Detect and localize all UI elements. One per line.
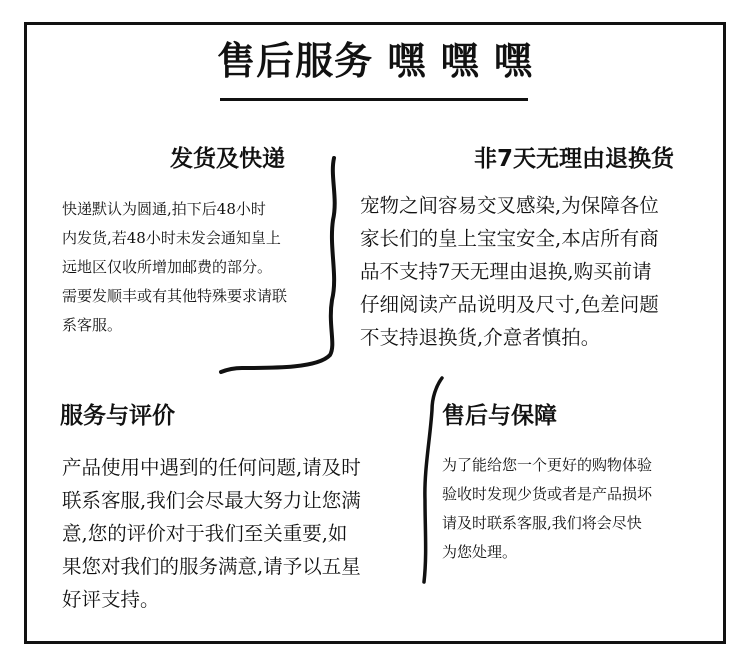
service-review-line: 好评支持。: [62, 588, 160, 611]
no-return-line: 家长们的皇上宝宝安全,本店所有商: [360, 227, 659, 250]
no-return-line: 品不支持7天无理由退换,购买前请: [360, 260, 652, 283]
page-title: 售后服务 嘿 嘿 嘿: [217, 39, 533, 83]
service-review-line: 意,您的评价对于我们至关重要,如: [62, 522, 348, 545]
after-sales-line: 验收时发现少货或者是产品损坏: [442, 485, 653, 503]
service-review-line: 果您对我们的服务满意,请予以五星: [62, 555, 361, 578]
after-sales-line: 为您处理。: [442, 543, 518, 561]
no-return-line: 宠物之间容易交叉感染,为保障各位: [360, 194, 659, 217]
service-review-line: 产品使用中遇到的任何问题,请及时: [62, 456, 361, 479]
divider-stroke-bottom: [424, 378, 442, 582]
service-review-line: 联系客服,我们会尽最大努力让您满: [62, 489, 361, 512]
after-sales-heading: 售后与保障: [442, 403, 557, 429]
shipping-heading: 发货及快递: [170, 146, 285, 172]
no-return-heading: 非7天无理由退换货: [474, 146, 675, 172]
after-sales-line: 请及时联系客服,我们将会尽快: [442, 514, 642, 532]
after-sales-line: 为了能给您一个更好的购物体验: [442, 456, 653, 474]
shipping-line: 系客服。: [62, 316, 123, 334]
shipping-line: 需要发顺丰或有其他特殊要求请联: [62, 287, 288, 305]
no-return-line: 不支持退换货,介意者慎拍。: [360, 326, 601, 349]
shipping-line: 内发货,若48小时未发会通知皇上: [62, 229, 281, 247]
service-review-heading: 服务与评价: [60, 403, 175, 429]
no-return-line: 仔细阅读产品说明及尺寸,色差问题: [360, 293, 659, 316]
divider-stroke-top: [221, 158, 335, 372]
shipping-line: 远地区仅收所增加邮费的部分。: [62, 258, 273, 276]
shipping-line: 快递默认为圆通,拍下后48小时: [62, 200, 266, 218]
